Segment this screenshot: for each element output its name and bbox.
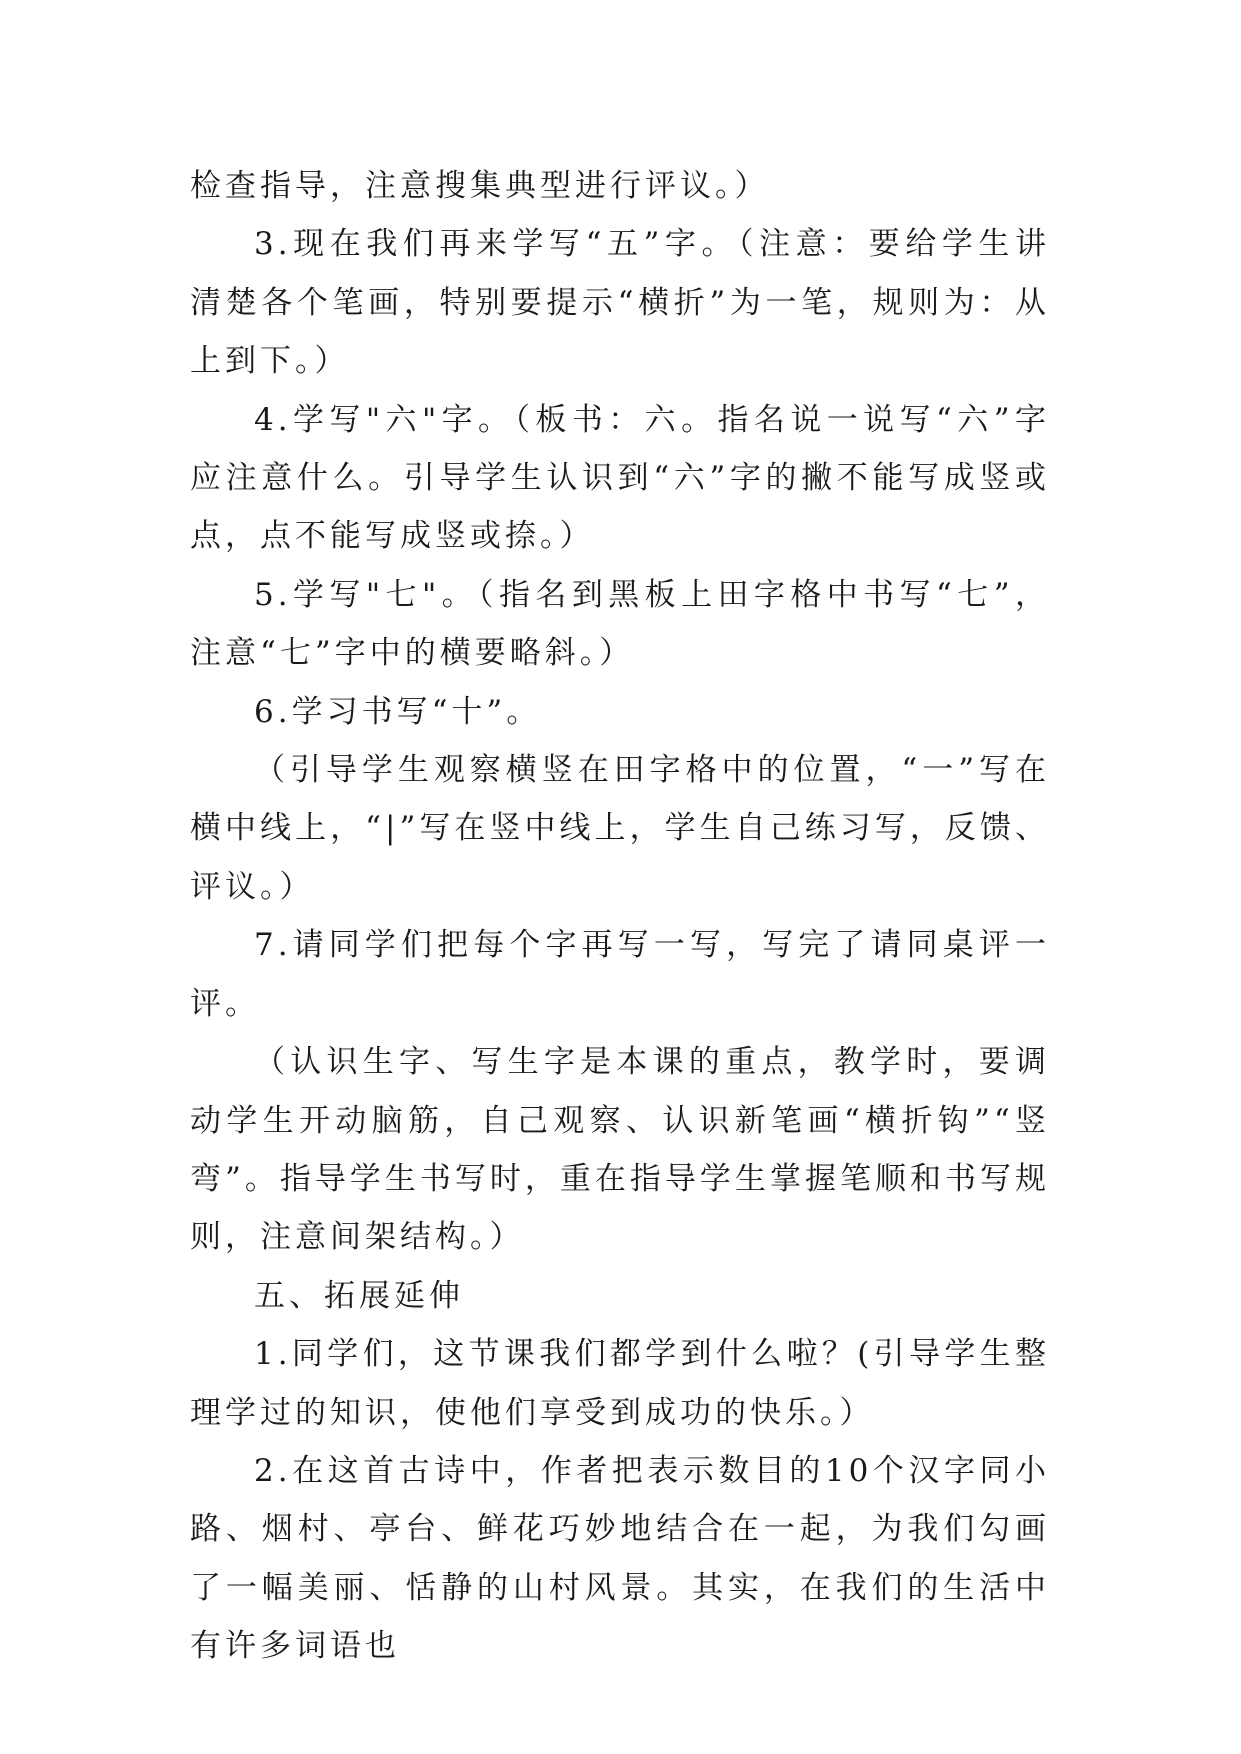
paragraph-7: 7.请同学们把每个字再写一写，写完了请同桌评一评。: [190, 927, 1050, 1022]
paragraph-10: 1.同学们，这节课我们都学到什么啦？(引导学生整理学过的知识，使他们享受到成功的快乐。）: [190, 1336, 1050, 1431]
paragraph-4: 5.学写"七"。（指名到黑板上田字格中书写“七”，注意“七”字中的横要略斜。）: [190, 576, 1050, 672]
document-body: [190, 157, 1050, 1676]
paragraph-3: 4.学写"六"字。（板书：六。指名说一说写“六”字应注意什么。引导学生认识到“六”字的撇不能写成竖或点，点不能写成竖或捺。）: [190, 401, 1050, 555]
paragraph-2: 3.现在我们再来学写“五”字。（注意：要给学生讲清楚各个笔画，特别要提示“横折”为一笔，规则为：从上到下。）: [190, 226, 1050, 380]
paragraph-5: 6.学习书写“十”。: [254, 693, 542, 730]
paragraph-1: 检查指导，注意搜集典型进行评议。）: [190, 168, 770, 204]
paragraph-6: （引导学生观察横竖在田字格中的位置，“一”写在横中线上，“|”写在竖中线上，学生自己练习写，反馈、评议。）: [190, 752, 1050, 905]
paragraph-8: （认识生字、写生字是本课的重点，教学时，要调动学生开动脑筋，自己观察、认识新笔画“横折钩”“竖弯”。指导学生书写时，重在指导学生掌握笔顺和书写规则，注意间架结构。）: [190, 1044, 1050, 1256]
paragraph-11: 2.在这首古诗中，作者把表示数目的10个汉字同小路、烟村、亭台、鲜花巧妙地结合在一起，为我们勾画了一幅美丽、恬静的山村风景。其实，在我们的生活中有许多词语也: [190, 1452, 1050, 1665]
section-heading: 五、拓展延伸: [254, 1277, 464, 1314]
